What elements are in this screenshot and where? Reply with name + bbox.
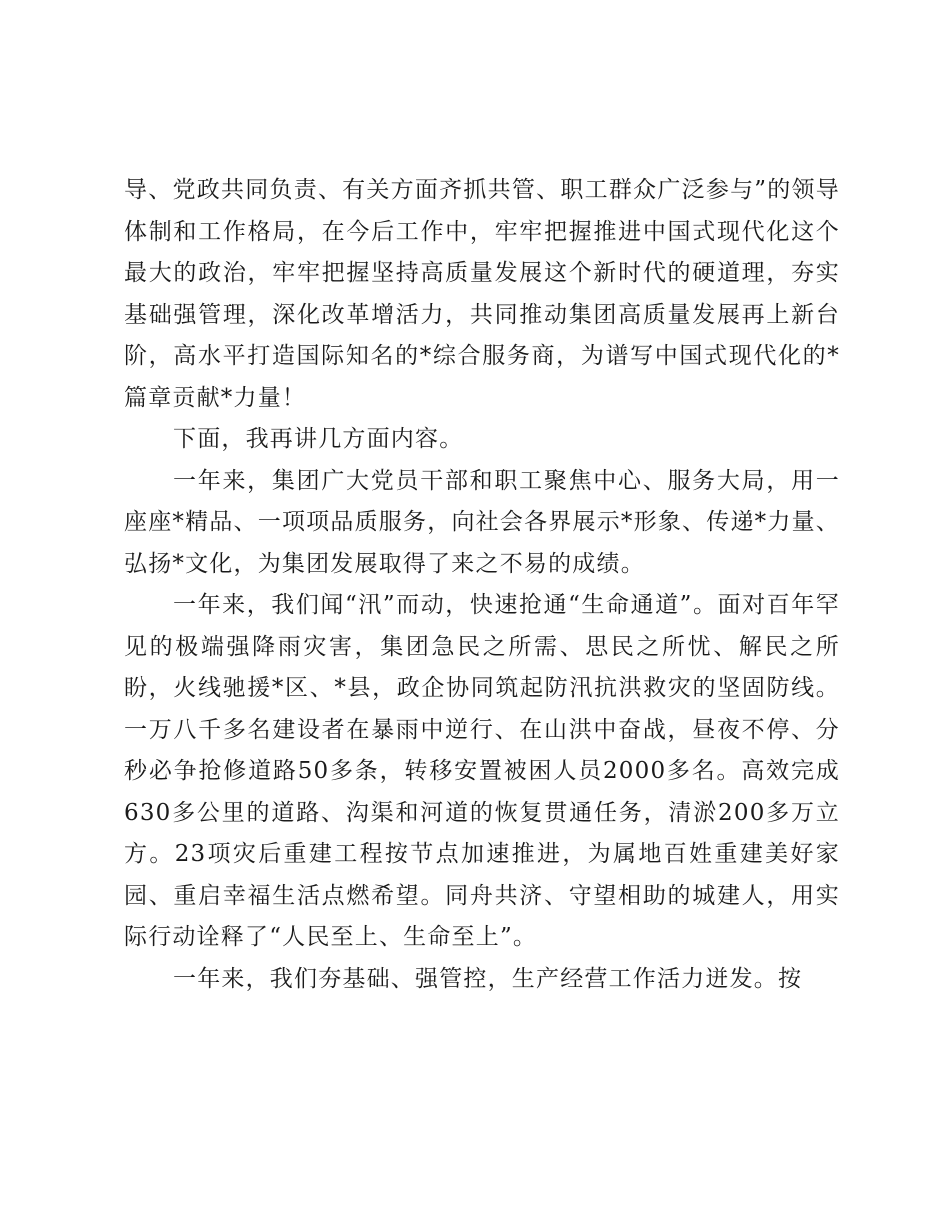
paragraph-3: 一年来，集团广大党员干部和职工聚焦中心、服务大局，用一座座*精品、一项项品质服务，向社会各界展示*形象、传递*力量、弘扬*文化，为集团发展取得了来之不易的成绩。 (124, 467, 840, 577)
paragraph-4: 一年来，我们闻“汛”而动，快速抢通“生命通道”。面对百年罕见的极端强降雨灾害，集团急民之所需、思民之所忧、解民之所盼，火线驰援*区、*县，政企协同筑起防汛抗洪救灾的坚固防线。一万八千多名建设者在暴雨中逆行、在山洪中奋战，昼夜不停、分秒必争抢修道路50多条，转移安置被困人员2000多名。高效完成630多公里的道路、沟渠和河道的恢复贯通任务，清淤200多万立方。23项灾后重建工程按节点加速推进，为属地百姓重建美好家园、重启幸福生活点燃希望。同舟共济、守望相助的城建人，用实际行动诠释了“人民至上、生命至上”。 (124, 592, 840, 950)
paragraph-2: 下面，我再讲几方面内容。 (173, 426, 464, 452)
paragraph-1: 导、党政共同负责、有关方面齐抓共管、职工群众广泛参与”的领导体制和工作格局，在今后工作中，牢牢把握推进中国式现代化这个最大的政治，牢牢把握坚持高质量发展这个新时代的硬道理，夯实基础强管理，深化改革增活力，共同推动集团高质量发展再上新台阶，高水平打造国际知名的*综合服务商，为谱写中国式现代化的*篇章贡献*力量！ (124, 177, 840, 411)
paragraph-5: 一年来，我们夯基础、强管控，生产经营工作活力迸发。按 (173, 965, 803, 992)
document-body (124, 170, 840, 1000)
